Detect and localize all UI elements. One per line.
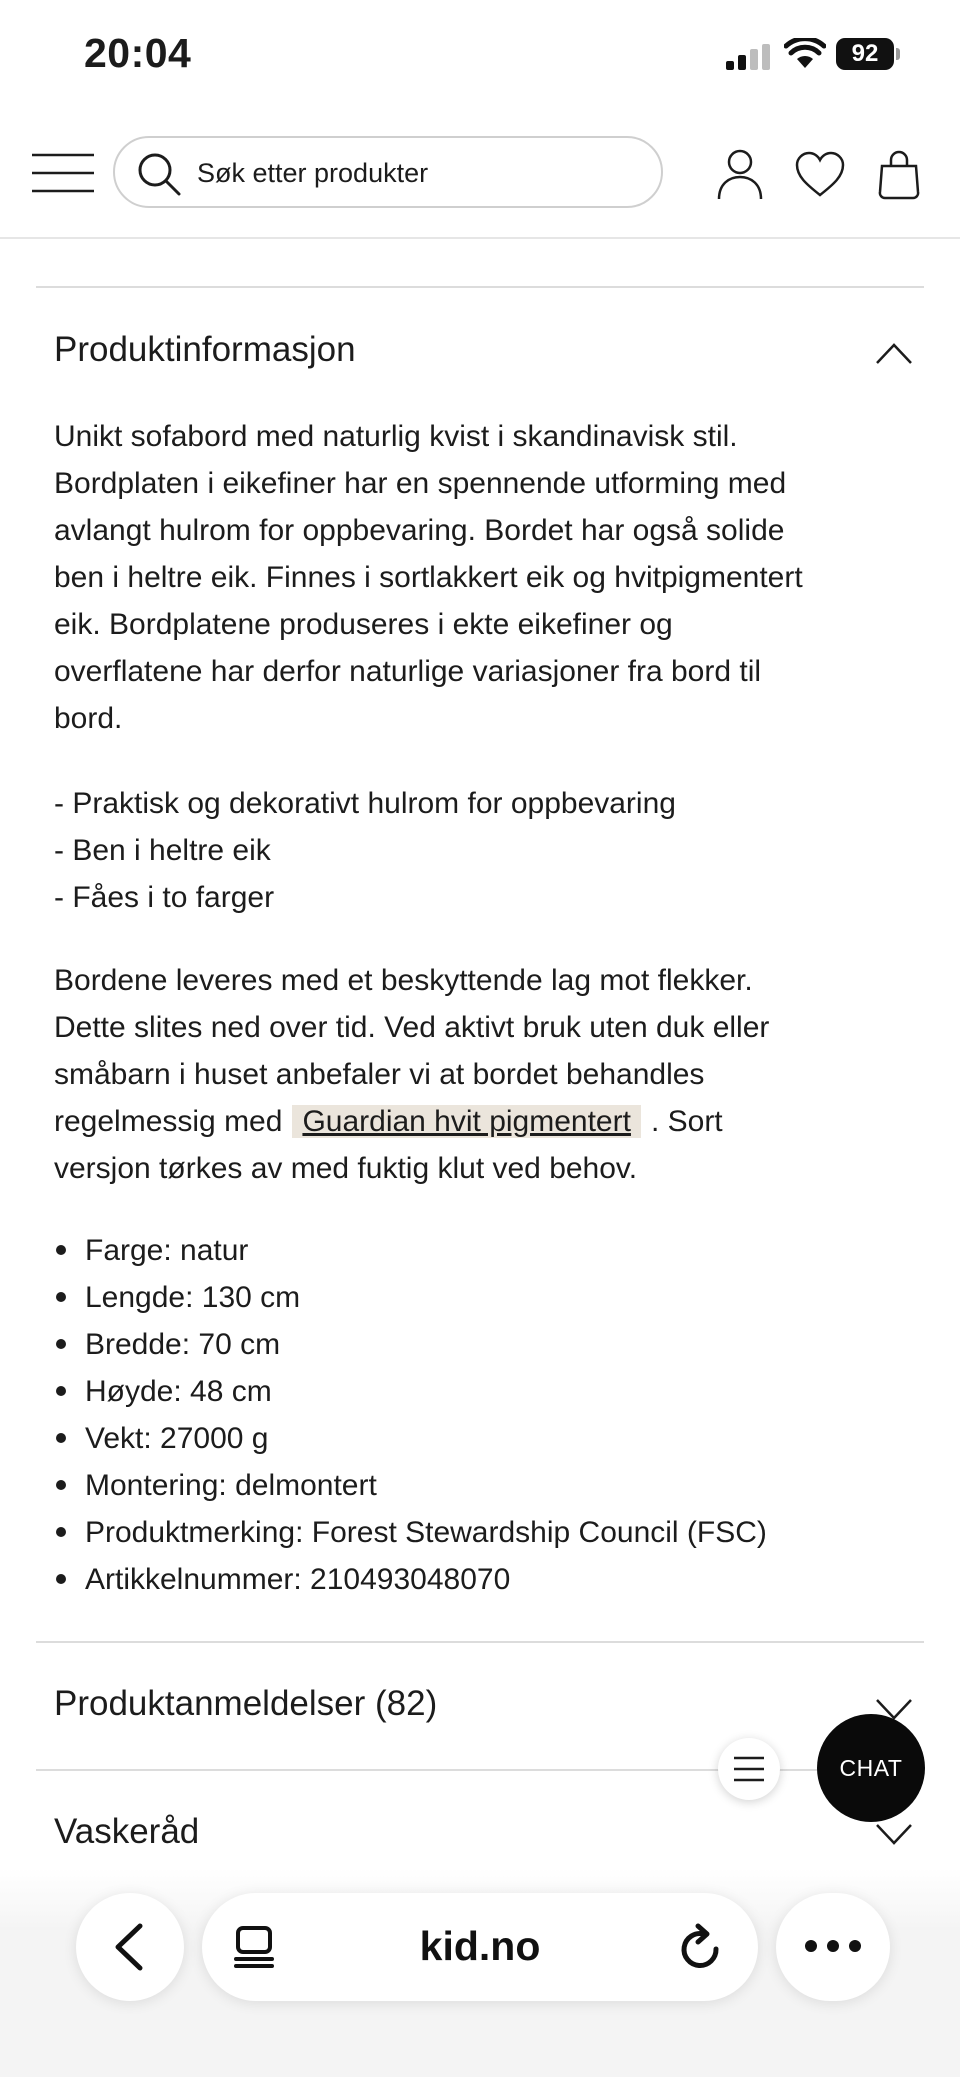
spec-item: Montering: delmontert xyxy=(54,1462,914,1509)
care-text-before-link: regelmessig med xyxy=(54,1105,283,1138)
spec-list xyxy=(54,1227,914,1603)
search-icon xyxy=(137,152,181,196)
description-line: ben i heltre eik. Finnes i sortlakkert eik og hvitpigmentert xyxy=(54,561,803,594)
description-line: Unikt sofabord med naturlig kvist i skandinavisk stil. xyxy=(54,420,738,453)
description-line: overflatene har derfor naturlige variasjoner fra bord til xyxy=(54,655,762,688)
spec-item: Bredde: 70 cm xyxy=(54,1321,914,1368)
care-instructions xyxy=(54,957,914,1192)
battery-indicator xyxy=(836,38,900,70)
section-divider xyxy=(36,286,924,288)
washing-heading[interactable]: Vaskeråd xyxy=(54,1812,200,1851)
chevron-down-icon[interactable] xyxy=(874,1822,914,1848)
address-bar[interactable] xyxy=(202,1893,758,2001)
description-line: eik. Bordplatene produseres i ekte eikefiner og xyxy=(54,608,673,641)
cellular-signal-icon xyxy=(726,44,772,70)
list-icon xyxy=(734,1756,764,1782)
description-line: avlangt hulrom for oppbevaring. Bordet har også solide xyxy=(54,514,785,547)
care-line: Bordene leveres med et beskyttende lag mot flekker. xyxy=(54,964,753,997)
url-text: kid.no xyxy=(419,1923,541,1969)
site-header xyxy=(0,108,960,239)
chevron-left-icon xyxy=(110,1923,146,1971)
shopping-bag-icon[interactable] xyxy=(876,148,922,200)
status-bar xyxy=(0,0,960,108)
feature-item: - Fåes i to farger xyxy=(54,881,275,914)
spec-item: Farge: natur xyxy=(54,1227,914,1274)
care-line: versjon tørkes av med fuktig klut ved behov. xyxy=(54,1152,638,1185)
battery-level: 92 xyxy=(836,38,894,70)
search-placeholder: Søk etter produkter xyxy=(197,158,429,188)
user-account-icon[interactable] xyxy=(716,148,764,200)
product-info-heading[interactable]: Produktinformasjon xyxy=(54,330,356,369)
description-line: Bordplaten i eikefiner har en spennende utforming med xyxy=(54,467,787,500)
battery-tip xyxy=(896,48,900,60)
spec-item: Vekt: 27000 g xyxy=(54,1415,914,1462)
browser-more-button[interactable] xyxy=(776,1893,890,2001)
reload-icon[interactable] xyxy=(678,1923,724,1971)
browser-back-button[interactable] xyxy=(76,1893,184,2001)
reviews-heading[interactable]: Produktanmeldelser (82) xyxy=(54,1684,438,1723)
spec-item: Lengde: 130 cm xyxy=(54,1274,914,1321)
chat-button[interactable]: CHAT xyxy=(817,1714,925,1822)
feature-list xyxy=(54,780,914,921)
section-divider xyxy=(36,1769,924,1771)
care-line: Dette slites ned over tid. Ved aktivt bruk uten duk eller xyxy=(54,1011,770,1044)
care-text-after-link: . Sort xyxy=(650,1105,723,1138)
feature-item: - Praktisk og dekorativt hulrom for oppbevaring xyxy=(54,787,676,820)
care-line: småbarn i huset anbefaler vi at bordet behandles xyxy=(54,1058,705,1091)
section-divider xyxy=(36,1641,924,1643)
spec-item: Høyde: 48 cm xyxy=(54,1368,914,1415)
feature-item: - Ben i heltre eik xyxy=(54,834,271,867)
browser-toolbar xyxy=(0,1868,960,2077)
hamburger-menu-icon[interactable] xyxy=(32,152,94,194)
chevron-up-icon[interactable] xyxy=(874,340,914,366)
guardian-product-link[interactable]: Guardian hvit pigmentert xyxy=(292,1105,641,1138)
more-dots-icon xyxy=(804,1939,862,1953)
wifi-icon xyxy=(784,38,826,70)
favorites-heart-icon[interactable] xyxy=(794,150,846,198)
spec-item: Produktmerking: Forest Stewardship Council (FSC) xyxy=(54,1509,914,1556)
spec-item: Artikkelnummer: 210493048070 xyxy=(54,1556,914,1603)
description-line: bord. xyxy=(54,702,123,735)
care-line xyxy=(54,1098,914,1145)
table-of-contents-button[interactable] xyxy=(718,1738,780,1800)
search-input[interactable] xyxy=(113,136,663,208)
status-time: 20:04 xyxy=(84,30,192,76)
product-description xyxy=(54,413,914,742)
